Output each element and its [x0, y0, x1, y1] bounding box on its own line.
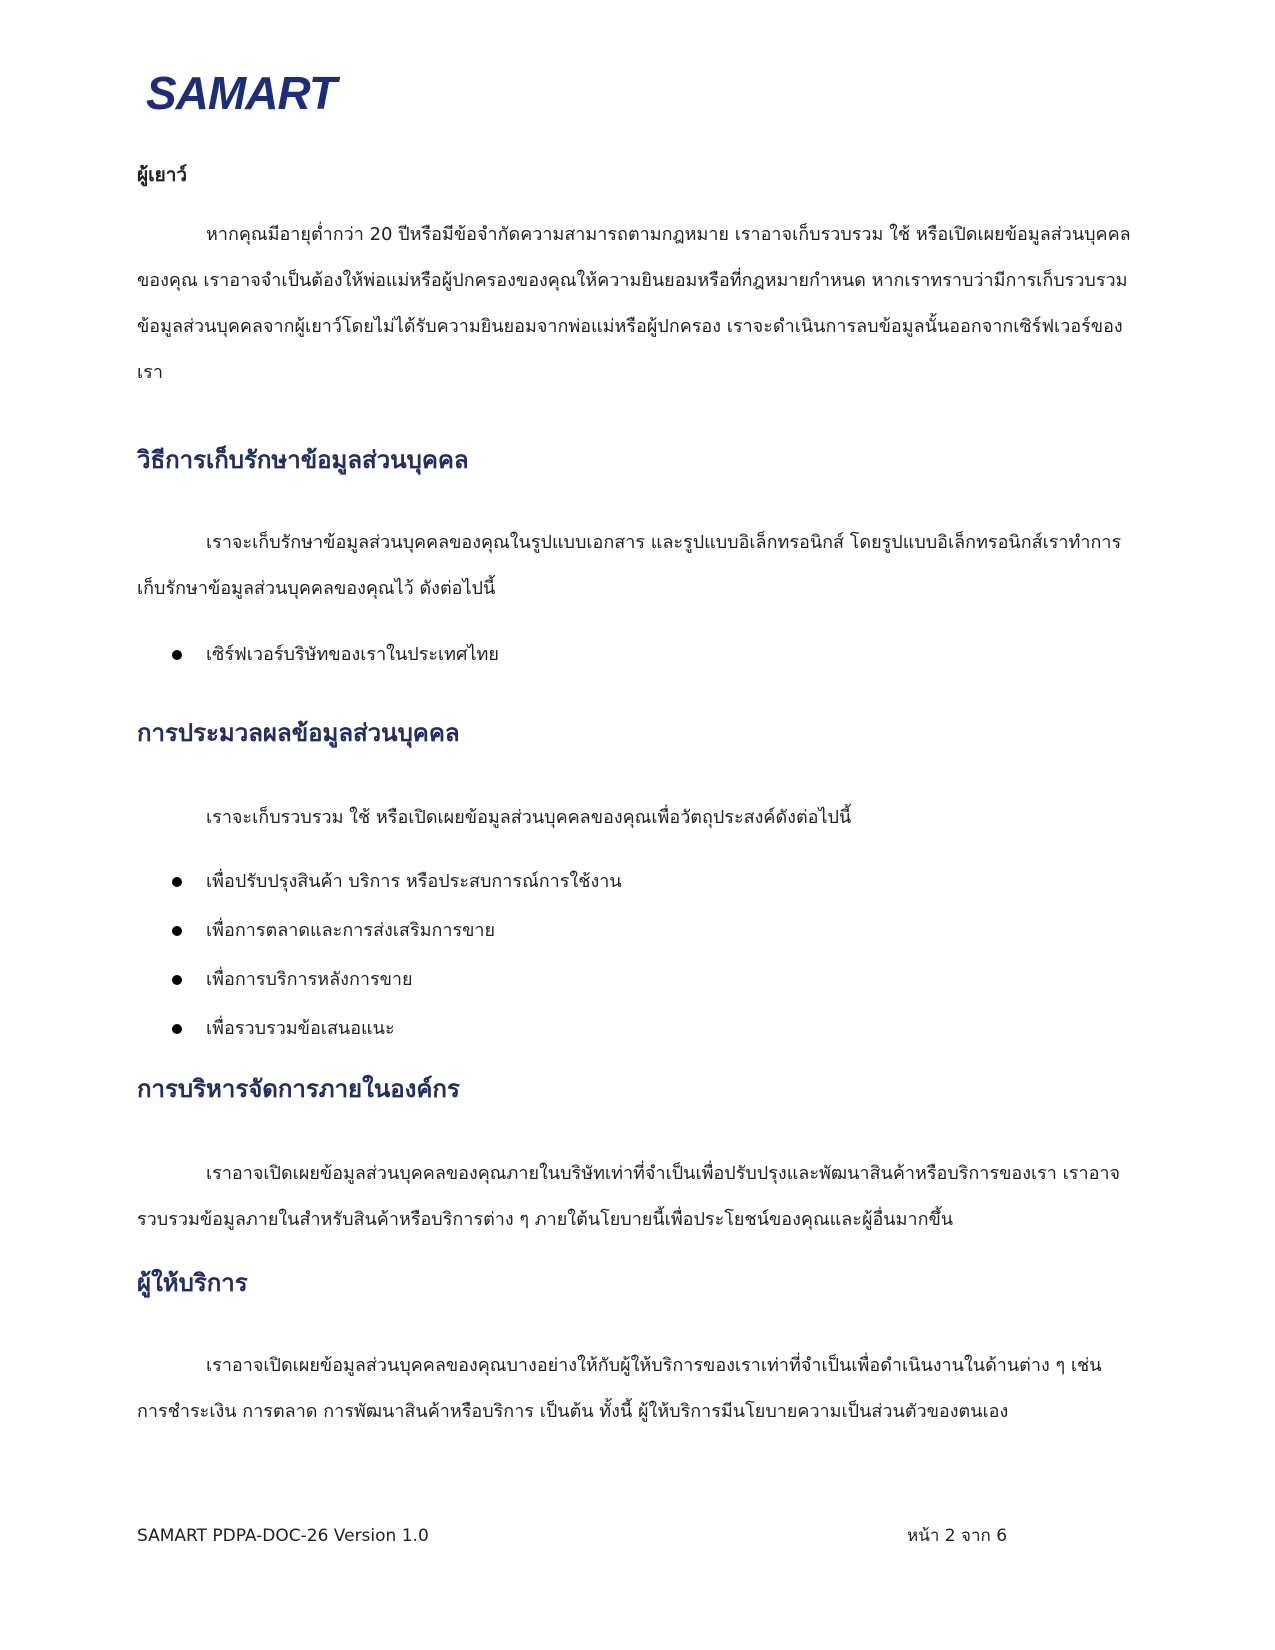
document-body	[137, 160, 1137, 1435]
storage-paragraph: เราจะเก็บรักษาข้อมูลส่วนบุคคลของคุณในรูปแบบเอกสาร และรูปแบบอิเล็กทรอนิกส์ โดยรูปแบบอิเล็กทรอนิกส์เราทำการเก็บรักษาข้อมูลส่วนบุคคลของคุณไว้ ดังต่อไปนี้	[137, 532, 1122, 599]
bullet-icon	[172, 1024, 182, 1034]
minors-title: ผู้เยาว์	[137, 164, 188, 186]
list-item-text: เซิร์ฟเวอร์บริษัทของเราในประเทศไทย	[206, 644, 499, 665]
list-item	[137, 1004, 1137, 1053]
footer-doc-id: SAMART PDPA-DOC-26 Version 1.0	[137, 1526, 429, 1546]
minors-paragraph: หากคุณมีอายุต่ำกว่า 20 ปีหรือมีข้อจำกัดความสามารถตามกฎหมาย เราอาจเก็บรวบรวม ใช้ หรือเปิดเผยข้อมูลส่วนบุคคลของคุณ เราอาจจำเป็นต้องให้พ่อแม่หรือผู้ปกครองของคุณให้ความยินยอมหรือที่กฎหมายกำหนด หากเราทราบว่ามีการเก็บรวบรวมข้อมูลส่วนบุคคลจากผู้เยาว์โดยไม่ได้รับความยินยอมจากพ่อแม่หรือผู้ปกครอง เราจะดำเนินการลบข้อมูลนั้นออกจากเซิร์ฟเวอร์ของเรา	[137, 224, 1131, 383]
providers-heading: ผู้ให้บริการ	[137, 1269, 248, 1297]
processing-heading: การประมวลผลข้อมูลส่วนบุคคล	[137, 719, 460, 747]
storage-bullet-list	[137, 630, 1137, 679]
footer-page-number: หน้า 2 จาก 6	[907, 1526, 1008, 1546]
processing-bullet-list	[137, 857, 1137, 1053]
list-item-text: เพื่อการบริการหลังการขาย	[206, 969, 413, 990]
list-item	[137, 906, 1137, 955]
bullet-icon	[172, 650, 182, 660]
list-item-text: เพื่อรวบรวมข้อเสนอแนะ	[206, 1018, 395, 1039]
internal-paragraph: เราอาจเปิดเผยข้อมูลส่วนบุคคลของคุณภายในบริษัทเท่าที่จำเป็นเพื่อปรับปรุงและพัฒนาสินค้าหรือบริการของเรา เราอาจรวบรวมข้อมูลภายในสำหรับสินค้าหรือบริการต่าง ๆ ภายใต้นโยบายนี้เพื่อประโยชน์ของคุณและผู้อื่นมากขึ้น	[137, 1163, 1121, 1230]
list-item-text: เพื่อปรับปรุงสินค้า บริการ หรือประสบการณ์การใช้งาน	[206, 871, 622, 892]
list-item	[137, 630, 1137, 679]
processing-paragraph: เราจะเก็บรวบรวม ใช้ หรือเปิดเผยข้อมูลส่วนบุคคลของคุณเพื่อวัตถุประสงค์ดังต่อไปนี้	[206, 807, 852, 828]
storage-heading: วิธีการเก็บรักษาข้อมูลส่วนบุคคล	[137, 446, 469, 474]
bullet-icon	[172, 926, 182, 936]
internal-heading: การบริหารจัดการภายในองค์กร	[137, 1075, 460, 1103]
list-item-text: เพื่อการตลาดและการส่งเสริมการขาย	[206, 920, 496, 941]
list-item	[137, 955, 1137, 1004]
samart-logo: SAMART	[146, 67, 336, 119]
list-item	[137, 857, 1137, 906]
providers-paragraph: เราอาจเปิดเผยข้อมูลส่วนบุคคลของคุณบางอย่างให้กับผู้ให้บริการของเราเท่าที่จำเป็นเพื่อดำเนินงานในด้านต่าง ๆ เช่น การชำระเงิน การตลาด การพัฒนาสินค้าหรือบริการ เป็นต้น ทั้งนี้ ผู้ให้บริการมีนโยบายความเป็นส่วนตัวของตนเอง	[137, 1355, 1102, 1422]
bullet-icon	[172, 975, 182, 985]
bullet-icon	[172, 877, 182, 887]
